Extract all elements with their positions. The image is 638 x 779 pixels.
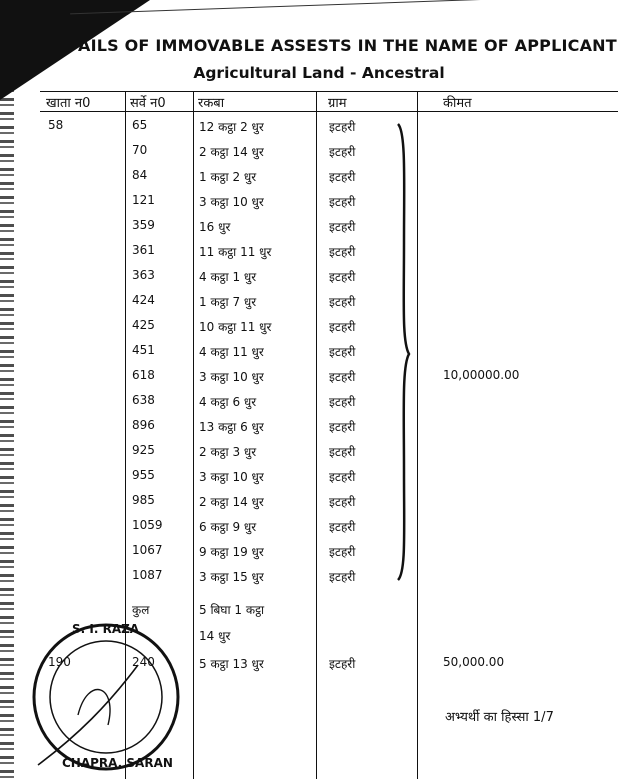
table-cell-price: 10,00000.00 (443, 368, 520, 382)
second-entry-price: 50,000.00 (443, 655, 505, 669)
table-cell-rakba: 2 कट्ठा 14 धुर (199, 495, 264, 509)
column-divider-4 (417, 91, 418, 779)
table-cell-rakba: 4 कट्ठा 11 धुर (199, 345, 264, 359)
table-cell-gram: इटहरी (329, 470, 356, 484)
handwritten-bracket (396, 122, 412, 582)
table-cell-survey: 896 (132, 418, 155, 432)
table-cell-gram: इटहरी (329, 220, 356, 234)
table-cell-gram: इटहरी (329, 245, 356, 259)
table-cell-gram: इटहरी (329, 545, 356, 559)
table-cell-survey: 121 (132, 193, 155, 207)
table-cell-rakba: 9 कट्ठा 19 धुर (199, 545, 264, 559)
table-cell-rakba: 11 कट्ठा 11 धुर (199, 245, 272, 259)
total-area-line2: 14 धुर (199, 629, 231, 643)
seal-place: CHAPRA, SARAN (62, 756, 173, 770)
table-cell-survey: 451 (132, 343, 155, 357)
table-cell-gram: इटहरी (329, 370, 356, 384)
table-cell-survey: 65 (132, 118, 148, 132)
table-cell-rakba: 4 कट्ठा 1 धुर (199, 270, 257, 284)
header-price: कीमत (443, 96, 472, 111)
table-cell-survey: 361 (132, 243, 155, 257)
table-cell-survey: 925 (132, 443, 155, 457)
table-cell-survey: 1059 (132, 518, 163, 532)
table-cell-rakba: 1 कट्ठा 7 धुर (199, 295, 257, 309)
header-khata: खाता न0 (46, 96, 91, 111)
table-cell-gram: इटहरी (329, 520, 356, 534)
official-seal (18, 615, 196, 779)
table-cell-rakba: 3 कट्ठा 15 धुर (199, 570, 264, 584)
table-cell-khata: 58 (48, 118, 64, 132)
seal-name: S. I. RAZA (72, 622, 140, 636)
table-cell-rakba: 13 कट्ठा 6 धुर (199, 420, 264, 434)
table-cell-gram: इटहरी (329, 395, 356, 409)
table-cell-rakba: 3 कट्ठा 10 धुर (199, 370, 264, 384)
second-entry-khata: 190 (48, 655, 71, 669)
header-rakba: रकबा (198, 96, 225, 111)
second-entry-village: इटहरी (329, 657, 356, 671)
table-cell-gram: इटहरी (329, 120, 356, 134)
table-cell-gram: इटहरी (329, 270, 356, 284)
table-cell-survey: 84 (132, 168, 148, 182)
table-cell-rakba: 3 कट्ठा 10 धुर (199, 195, 264, 209)
table-cell-gram: इटहरी (329, 570, 356, 584)
table-cell-rakba: 1 कट्ठा 2 धुर (199, 170, 257, 184)
table-cell-survey: 424 (132, 293, 155, 307)
column-divider-3 (316, 91, 317, 779)
table-cell-survey: 638 (132, 393, 155, 407)
document-title: AILS OF IMMOVABLE ASSESTS IN THE NAME OF APPLICANT (78, 36, 617, 55)
table-cell-survey: 1067 (132, 543, 163, 557)
table-cell-gram: इटहरी (329, 495, 356, 509)
table-cell-survey: 70 (132, 143, 148, 157)
table-top-rule (40, 91, 618, 92)
table-cell-rakba: 3 कट्ठा 10 धुर (199, 470, 264, 484)
scan-edge-artifact (0, 0, 14, 779)
table-cell-gram: इटहरी (329, 445, 356, 459)
table-cell-survey: 1087 (132, 568, 163, 582)
table-cell-gram: इटहरी (329, 145, 356, 159)
header-gram: ग्राम (328, 96, 347, 111)
table-cell-gram: इटहरी (329, 320, 356, 334)
table-cell-survey: 618 (132, 368, 155, 382)
header-survey: सर्वे न0 (130, 96, 166, 111)
table-cell-gram: इटहरी (329, 170, 356, 184)
table-cell-rakba: 10 कट्ठा 11 धुर (199, 320, 272, 334)
second-entry-survey: 240 (132, 655, 155, 669)
total-label: कुल (132, 603, 150, 617)
applicant-share-note: अभ्यर्थी का हिस्सा 1/7 (445, 710, 554, 725)
table-cell-gram: इटहरी (329, 195, 356, 209)
table-cell-rakba: 12 कट्ठा 2 धुर (199, 120, 264, 134)
table-cell-gram: इटहरी (329, 295, 356, 309)
total-area-line1: 5 बिघा 1 कट्ठा (199, 603, 265, 617)
table-cell-rakba: 16 धुर (199, 220, 231, 234)
table-cell-rakba: 2 कट्ठा 3 धुर (199, 445, 257, 459)
table-cell-survey: 955 (132, 468, 155, 482)
table-cell-rakba: 4 कट्ठा 6 धुर (199, 395, 257, 409)
table-cell-gram: इटहरी (329, 345, 356, 359)
table-cell-survey: 425 (132, 318, 155, 332)
second-entry-area: 5 कट्ठा 13 धुर (199, 657, 264, 671)
document-subtitle: Agricultural Land - Ancestral (193, 64, 445, 82)
table-cell-survey: 985 (132, 493, 155, 507)
table-cell-rakba: 6 कट्ठा 9 धुर (199, 520, 257, 534)
table-cell-survey: 359 (132, 218, 155, 232)
table-cell-survey: 363 (132, 268, 155, 282)
table-cell-gram: इटहरी (329, 420, 356, 434)
table-cell-rakba: 2 कट्ठा 14 धुर (199, 145, 264, 159)
table-header-rule (40, 111, 618, 112)
